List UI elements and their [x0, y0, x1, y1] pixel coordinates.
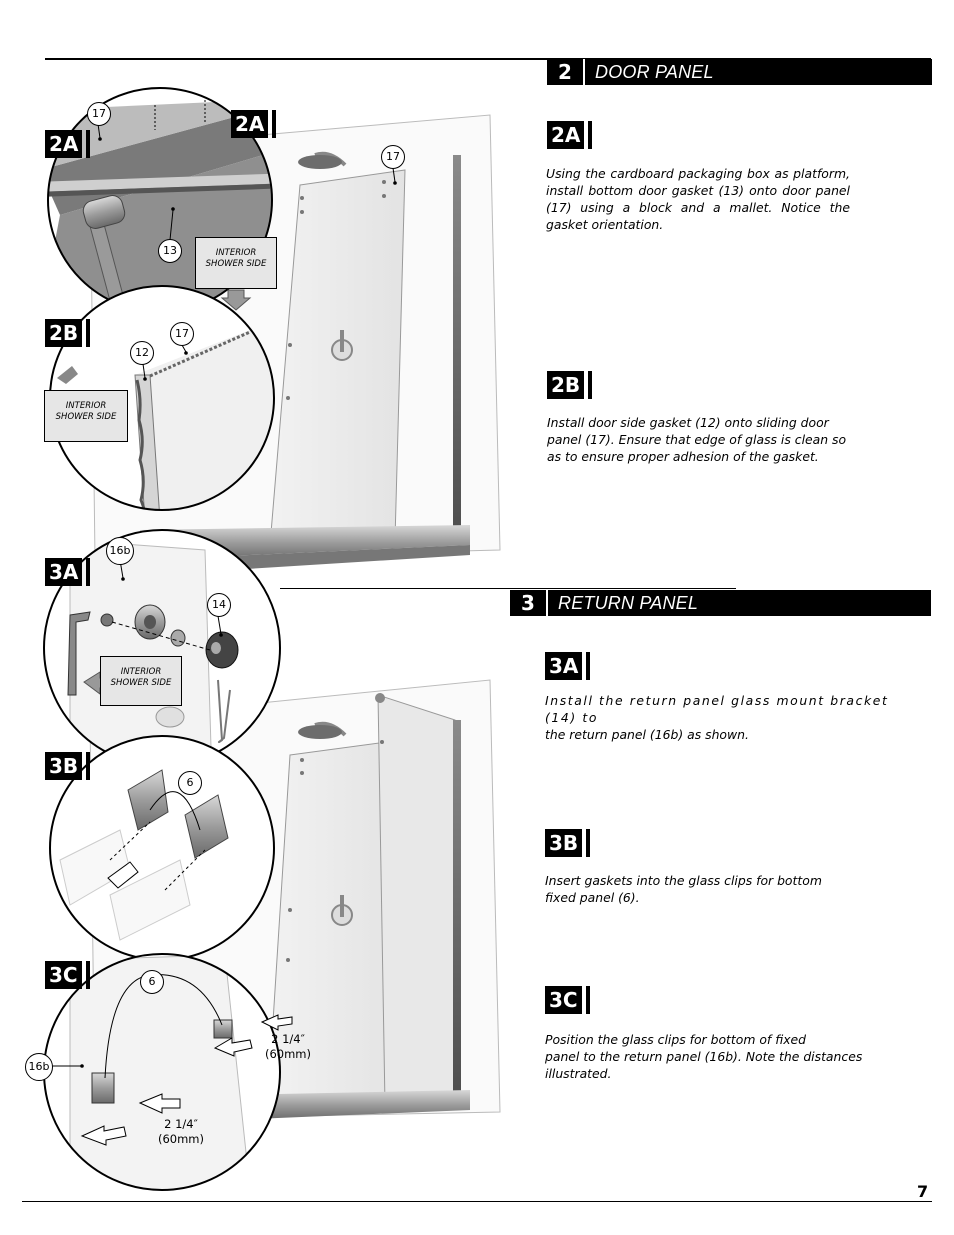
step-text-3c-line: Position the glass clips for bottom of fixed — [545, 1032, 807, 1047]
step-text-3c-line: panel to the return panel (16b). Note the distances — [545, 1049, 863, 1064]
figure-tag-2b: 2B — [45, 319, 82, 347]
label-line: INTERIOR — [65, 401, 107, 411]
dimension-metric: (60mm) — [157, 1132, 204, 1146]
dimension-label-bottom — [153, 1117, 209, 1147]
part-callout-16b: 16b — [25, 1053, 53, 1081]
step-label-2b: 2B — [547, 371, 584, 399]
step-label-3a: 3A — [545, 652, 582, 680]
page-number: 7 — [917, 1182, 929, 1201]
step-text-3a — [545, 692, 925, 743]
part-callout-17: 17 — [170, 322, 194, 346]
part-callout-6: 6 — [178, 771, 202, 795]
section-title: DOOR PANEL — [595, 61, 714, 82]
part-callout-13: 13 — [158, 239, 182, 263]
section-number: 3 — [510, 590, 548, 616]
dimension-label-top — [260, 1032, 316, 1062]
section-title: RETURN PANEL — [558, 592, 699, 613]
step-label-2a: 2A — [547, 121, 584, 149]
figure-tag-2a: 2A — [45, 130, 82, 158]
label-line: SHOWER SIDE — [110, 678, 172, 688]
label-line: SHOWER SIDE — [205, 259, 267, 269]
step-text-2b-line: as to ensure proper adhesion of the gasket. — [547, 449, 819, 464]
step-text-3b-line: fixed panel (6). — [545, 890, 640, 905]
dimension-value: 2 1/4″ — [271, 1032, 305, 1046]
part-callout-17: 17 — [87, 102, 111, 126]
part-callout-6: 6 — [140, 970, 164, 994]
label-line: INTERIOR — [215, 248, 257, 258]
interior-shower-side-label — [195, 237, 277, 289]
step-text-3a-line: the return panel (16b) as shown. — [545, 727, 749, 742]
dimension-metric: (60mm) — [264, 1047, 311, 1061]
step-label-3b: 3B — [545, 829, 582, 857]
step-label-3c: 3C — [545, 986, 582, 1014]
step-text-2a: Using the cardboard packaging box as platform, install bottom door gasket (13) onto door panel (17) using a block and a mallet. Notice the gasket orientation. — [546, 166, 850, 232]
part-callout-17: 17 — [381, 145, 405, 169]
figure-tag-3a: 3A — [45, 558, 82, 586]
step-text-3c-line: illustrated. — [545, 1066, 612, 1081]
bottom-rule — [22, 1201, 932, 1202]
step-text-3a-line: Install the return panel glass mount bracket (14) to — [545, 693, 889, 725]
step-text-2b-line: panel (17). Ensure that edge of glass is clean so — [547, 432, 847, 447]
section-number: 2 — [547, 59, 585, 85]
step-text-2b-line: Install door side gasket (12) onto sliding door — [547, 415, 829, 430]
figure-tag-3b: 3B — [45, 752, 82, 780]
step-text-3b — [545, 872, 865, 906]
figure-tag-2a-inset: 2A — [231, 110, 268, 138]
step-text-2b — [547, 414, 867, 465]
detail-circle-3b — [50, 736, 274, 960]
step-text-3b-line: Insert gaskets into the glass clips for bottom — [545, 873, 822, 888]
part-callout-14: 14 — [207, 593, 231, 617]
section-header-door-panel — [547, 59, 932, 85]
interior-shower-side-label — [44, 390, 128, 442]
part-callout-16b: 16b — [106, 537, 134, 565]
label-line: INTERIOR — [120, 667, 162, 677]
interior-shower-side-label — [100, 656, 182, 706]
part-callout-12: 12 — [130, 341, 154, 365]
figure-tag-3c: 3C — [45, 961, 82, 989]
dimension-value: 2 1/4″ — [164, 1117, 198, 1131]
step-text-3c — [545, 1031, 865, 1082]
section-header-return-panel — [510, 590, 931, 616]
label-line: SHOWER SIDE — [55, 412, 117, 422]
